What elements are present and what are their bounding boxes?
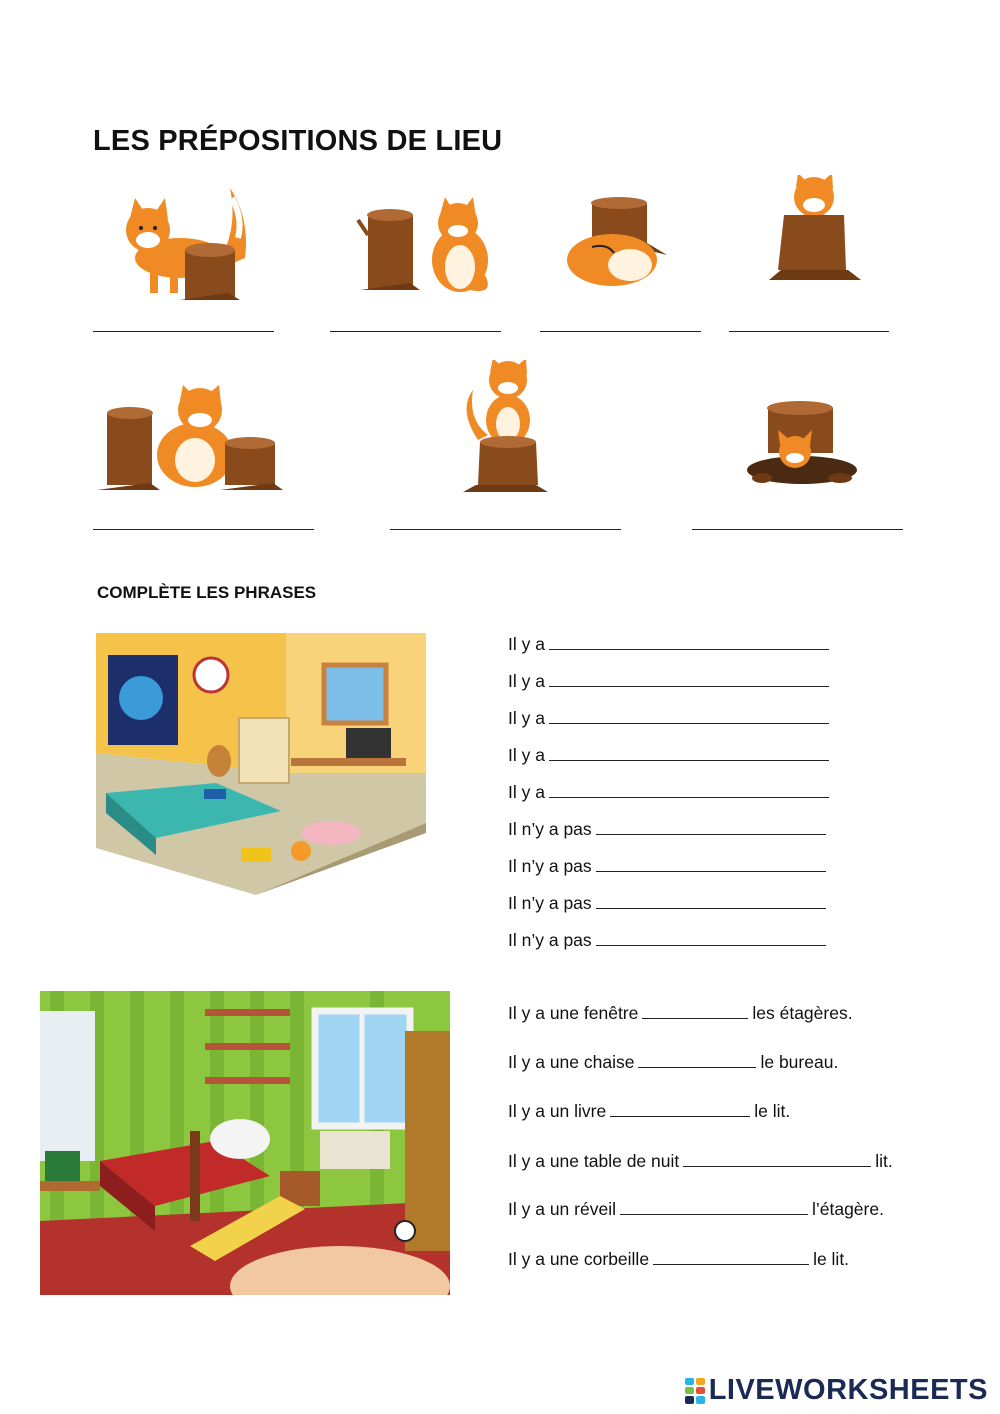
list-sentence-8: Il n’y a pas <box>508 892 830 914</box>
answer-blank[interactable] <box>653 1248 809 1265</box>
answer-line-1[interactable] <box>93 331 274 332</box>
answer-blank[interactable] <box>596 818 826 835</box>
bedroom-illustration-2 <box>40 991 450 1295</box>
fill-sentence-6: Il y a une corbeille le lit. <box>508 1249 850 1269</box>
brand-name: LIVEWORKSHEETS <box>708 1374 988 1406</box>
answer-blank[interactable] <box>596 855 826 872</box>
answer-blank[interactable] <box>549 744 829 761</box>
fox-beside-stump-icon <box>110 178 250 308</box>
liveworksheets-logo <box>685 1374 988 1407</box>
fill-sentence-1: Il y a une fenêtre les étagères. <box>508 1003 853 1023</box>
list-sentence-7: Il n’y a pas <box>508 855 830 877</box>
answer-blank[interactable] <box>683 1150 871 1167</box>
answer-blank[interactable] <box>620 1198 808 1215</box>
fox-behind-stump-icon <box>562 195 672 290</box>
answer-blank[interactable] <box>549 707 829 724</box>
list-sentence-4: Il y a <box>508 744 833 766</box>
page-title: LES PRÉPOSITIONS DE LIEU <box>93 125 503 157</box>
fox-under-stump-icon <box>740 400 865 495</box>
list-sentence-1: Il y a <box>508 633 833 655</box>
answer-blank[interactable] <box>642 1002 748 1019</box>
answer-line-4[interactable] <box>729 331 889 332</box>
bedroom-illustration-1 <box>96 633 426 895</box>
fox-on-stump-icon <box>458 360 553 495</box>
list-sentence-9: Il n’y a pas <box>508 929 830 951</box>
answer-blank[interactable] <box>610 1100 750 1117</box>
fox-between-stumps-icon <box>95 385 285 495</box>
list-sentence-5: Il y a <box>508 781 833 803</box>
exercise-title: COMPLÈTE LES PHRASES <box>97 583 317 602</box>
answer-line-2[interactable] <box>330 331 501 332</box>
answer-line-3[interactable] <box>540 331 701 332</box>
answer-blank[interactable] <box>549 670 829 687</box>
fill-sentence-5: Il y a un réveil l’étagère. <box>508 1199 884 1219</box>
fox-in-stump-icon <box>766 175 866 290</box>
answer-blank[interactable] <box>549 633 829 650</box>
fill-sentence-3: Il y a un livre le lit. <box>508 1101 791 1121</box>
list-sentence-2: Il y a <box>508 670 833 692</box>
list-sentence-6: Il n’y a pas <box>508 818 830 840</box>
fox-next-to-stump-icon <box>350 195 500 305</box>
answer-blank[interactable] <box>596 892 826 909</box>
fill-sentence-2: Il y a une chaise le bureau. <box>508 1052 839 1072</box>
answer-blank[interactable] <box>596 929 826 946</box>
list-sentence-3: Il y a <box>508 707 833 729</box>
fill-sentence-4: Il y a une table de nuit lit. <box>508 1151 893 1171</box>
answer-blank[interactable] <box>638 1051 756 1068</box>
liveworksheets-logo-icon <box>685 1378 705 1404</box>
answer-blank[interactable] <box>549 781 829 798</box>
answer-line-5[interactable] <box>93 529 314 530</box>
answer-line-6[interactable] <box>390 529 621 530</box>
answer-line-7[interactable] <box>692 529 903 530</box>
